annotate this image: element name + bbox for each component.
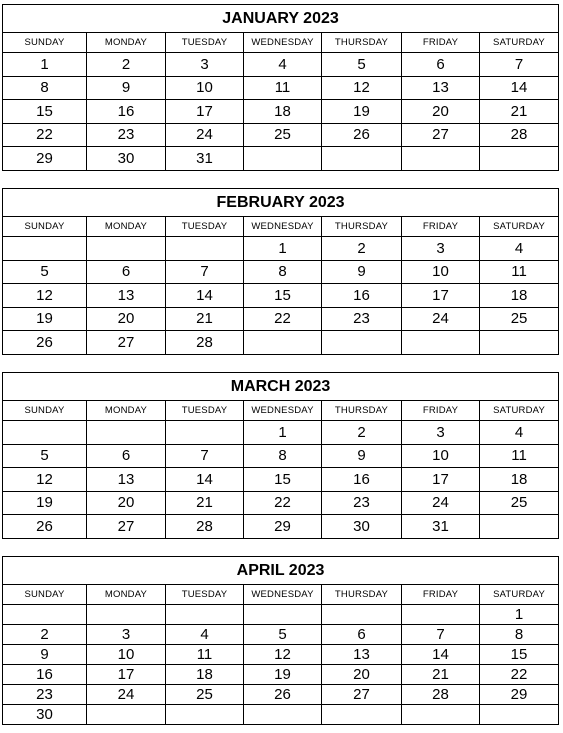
day-cell: 12: [3, 284, 87, 308]
empty-day-cell: [402, 705, 480, 725]
weekday-header-tuesday: TUESDAY: [166, 585, 244, 605]
weekday-header-tuesday: TUESDAY: [166, 401, 244, 421]
day-cell: 13: [402, 76, 480, 100]
month-title: APRIL 2023: [3, 557, 559, 585]
day-cell: 11: [244, 76, 322, 100]
day-cell: 30: [3, 705, 87, 725]
day-cell: 23: [87, 123, 166, 147]
week-row: [3, 685, 559, 705]
empty-day-cell: [3, 605, 87, 625]
empty-day-cell: [166, 421, 244, 445]
day-cell: 18: [480, 284, 559, 308]
day-cell: 8: [3, 76, 87, 100]
day-cell: 12: [3, 468, 87, 492]
weekday-header-thursday: THURSDAY: [322, 401, 402, 421]
day-cell: 3: [402, 421, 480, 445]
empty-day-cell: [87, 237, 166, 261]
week-row: [3, 147, 559, 171]
day-cell: 29: [3, 147, 87, 171]
empty-day-cell: [3, 237, 87, 261]
day-cell: 20: [322, 665, 402, 685]
weekday-header-wednesday: WEDNESDAY: [244, 33, 322, 53]
empty-day-cell: [402, 605, 480, 625]
weekday-header-saturday: SATURDAY: [480, 33, 559, 53]
week-row: [3, 76, 559, 100]
weekday-header-saturday: SATURDAY: [480, 585, 559, 605]
day-cell: 24: [402, 491, 480, 515]
day-cell: 2: [3, 625, 87, 645]
day-cell: 1: [244, 237, 322, 261]
day-cell: 9: [87, 76, 166, 100]
day-cell: 29: [480, 685, 559, 705]
weekday-header-monday: MONDAY: [87, 217, 166, 237]
empty-day-cell: [402, 331, 480, 355]
day-cell: 3: [87, 625, 166, 645]
empty-day-cell: [87, 421, 166, 445]
day-cell: 20: [402, 100, 480, 124]
week-row: [3, 100, 559, 124]
weekday-header-wednesday: WEDNESDAY: [244, 401, 322, 421]
day-cell: 11: [166, 645, 244, 665]
day-cell: 4: [166, 625, 244, 645]
day-cell: 19: [3, 307, 87, 331]
weekday-header-row: [3, 401, 559, 421]
day-cell: 20: [87, 491, 166, 515]
weekday-header-saturday: SATURDAY: [480, 401, 559, 421]
day-cell: 24: [402, 307, 480, 331]
week-row: [3, 237, 559, 261]
day-cell: 27: [402, 123, 480, 147]
day-cell: 21: [166, 491, 244, 515]
weekday-header-thursday: THURSDAY: [322, 33, 402, 53]
day-cell: 14: [480, 76, 559, 100]
day-cell: 21: [166, 307, 244, 331]
day-cell: 7: [402, 625, 480, 645]
day-cell: 12: [244, 645, 322, 665]
weekday-header-sunday: SUNDAY: [3, 33, 87, 53]
empty-day-cell: [322, 331, 402, 355]
empty-day-cell: [87, 705, 166, 725]
day-cell: 1: [3, 53, 87, 77]
month-calendar: [2, 556, 559, 725]
week-row: [3, 625, 559, 645]
week-row: [3, 307, 559, 331]
day-cell: 25: [166, 685, 244, 705]
day-cell: 27: [87, 331, 166, 355]
weekday-header-friday: FRIDAY: [402, 401, 480, 421]
day-cell: 22: [3, 123, 87, 147]
day-cell: 28: [480, 123, 559, 147]
day-cell: 9: [322, 444, 402, 468]
week-row: [3, 284, 559, 308]
weekday-header-tuesday: TUESDAY: [166, 217, 244, 237]
empty-day-cell: [87, 605, 166, 625]
day-cell: 13: [322, 645, 402, 665]
day-cell: 15: [244, 468, 322, 492]
week-row: [3, 665, 559, 685]
day-cell: 26: [244, 685, 322, 705]
weekday-header-friday: FRIDAY: [402, 585, 480, 605]
day-cell: 19: [3, 491, 87, 515]
month-title: MARCH 2023: [3, 373, 559, 401]
day-cell: 24: [87, 685, 166, 705]
day-cell: 13: [87, 468, 166, 492]
month-title-row: [3, 5, 559, 33]
day-cell: 17: [402, 468, 480, 492]
empty-day-cell: [480, 331, 559, 355]
weekday-header-wednesday: WEDNESDAY: [244, 585, 322, 605]
day-cell: 14: [166, 284, 244, 308]
day-cell: 18: [166, 665, 244, 685]
day-cell: 25: [480, 307, 559, 331]
day-cell: 11: [480, 260, 559, 284]
day-cell: 15: [244, 284, 322, 308]
weekday-header-monday: MONDAY: [87, 401, 166, 421]
empty-day-cell: [322, 605, 402, 625]
month-calendar: [2, 4, 559, 171]
day-cell: 4: [244, 53, 322, 77]
day-cell: 2: [322, 421, 402, 445]
weekday-header-wednesday: WEDNESDAY: [244, 217, 322, 237]
day-cell: 22: [244, 307, 322, 331]
day-cell: 21: [480, 100, 559, 124]
day-cell: 2: [322, 237, 402, 261]
day-cell: 3: [166, 53, 244, 77]
week-row: [3, 468, 559, 492]
weekday-header-row: [3, 33, 559, 53]
month-title-row: [3, 189, 559, 217]
day-cell: 6: [322, 625, 402, 645]
day-cell: 7: [480, 53, 559, 77]
day-cell: 26: [322, 123, 402, 147]
weekday-header-thursday: THURSDAY: [322, 585, 402, 605]
empty-day-cell: [322, 705, 402, 725]
empty-day-cell: [480, 515, 559, 539]
day-cell: 19: [244, 665, 322, 685]
week-row: [3, 123, 559, 147]
day-cell: 1: [480, 605, 559, 625]
empty-day-cell: [244, 331, 322, 355]
day-cell: 3: [402, 237, 480, 261]
day-cell: 5: [3, 444, 87, 468]
day-cell: 7: [166, 444, 244, 468]
week-row: [3, 705, 559, 725]
month-title: JANUARY 2023: [3, 5, 559, 33]
week-row: [3, 331, 559, 355]
day-cell: 16: [87, 100, 166, 124]
day-cell: 6: [402, 53, 480, 77]
day-cell: 7: [166, 260, 244, 284]
day-cell: 5: [244, 625, 322, 645]
day-cell: 8: [244, 260, 322, 284]
empty-day-cell: [402, 147, 480, 171]
day-cell: 10: [87, 645, 166, 665]
day-cell: 10: [402, 444, 480, 468]
day-cell: 17: [402, 284, 480, 308]
empty-day-cell: [244, 147, 322, 171]
day-cell: 25: [480, 491, 559, 515]
day-cell: 26: [3, 515, 87, 539]
day-cell: 30: [322, 515, 402, 539]
month-calendar: [2, 372, 559, 539]
day-cell: 13: [87, 284, 166, 308]
day-cell: 5: [322, 53, 402, 77]
empty-day-cell: [244, 705, 322, 725]
day-cell: 2: [87, 53, 166, 77]
day-cell: 4: [480, 421, 559, 445]
day-cell: 17: [87, 665, 166, 685]
empty-day-cell: [322, 147, 402, 171]
day-cell: 18: [244, 100, 322, 124]
empty-day-cell: [166, 705, 244, 725]
day-cell: 16: [322, 468, 402, 492]
day-cell: 1: [244, 421, 322, 445]
weekday-header-monday: MONDAY: [87, 585, 166, 605]
day-cell: 12: [322, 76, 402, 100]
day-cell: 10: [166, 76, 244, 100]
week-row: [3, 515, 559, 539]
month-title: FEBRUARY 2023: [3, 189, 559, 217]
day-cell: 30: [87, 147, 166, 171]
day-cell: 15: [3, 100, 87, 124]
day-cell: 8: [244, 444, 322, 468]
weekday-header-saturday: SATURDAY: [480, 217, 559, 237]
day-cell: 22: [480, 665, 559, 685]
empty-day-cell: [3, 421, 87, 445]
day-cell: 9: [322, 260, 402, 284]
day-cell: 31: [166, 147, 244, 171]
day-cell: 14: [402, 645, 480, 665]
weekday-header-row: [3, 585, 559, 605]
weekday-header-thursday: THURSDAY: [322, 217, 402, 237]
week-row: [3, 605, 559, 625]
day-cell: 4: [480, 237, 559, 261]
day-cell: 5: [3, 260, 87, 284]
day-cell: 31: [402, 515, 480, 539]
day-cell: 28: [166, 331, 244, 355]
week-row: [3, 421, 559, 445]
weekday-header-monday: MONDAY: [87, 33, 166, 53]
day-cell: 25: [244, 123, 322, 147]
empty-day-cell: [166, 237, 244, 261]
day-cell: 27: [87, 515, 166, 539]
empty-day-cell: [480, 147, 559, 171]
weekday-header-friday: FRIDAY: [402, 217, 480, 237]
weekday-header-tuesday: TUESDAY: [166, 33, 244, 53]
day-cell: 16: [3, 665, 87, 685]
day-cell: 28: [402, 685, 480, 705]
day-cell: 23: [3, 685, 87, 705]
week-row: [3, 444, 559, 468]
day-cell: 10: [402, 260, 480, 284]
month-title-row: [3, 373, 559, 401]
weekday-header-sunday: SUNDAY: [3, 401, 87, 421]
empty-day-cell: [480, 705, 559, 725]
day-cell: 18: [480, 468, 559, 492]
day-cell: 6: [87, 444, 166, 468]
day-cell: 23: [322, 491, 402, 515]
day-cell: 11: [480, 444, 559, 468]
day-cell: 19: [322, 100, 402, 124]
weekday-header-sunday: SUNDAY: [3, 585, 87, 605]
week-row: [3, 645, 559, 665]
week-row: [3, 491, 559, 515]
week-row: [3, 260, 559, 284]
week-row: [3, 53, 559, 77]
day-cell: 24: [166, 123, 244, 147]
empty-day-cell: [244, 605, 322, 625]
day-cell: 20: [87, 307, 166, 331]
empty-day-cell: [166, 605, 244, 625]
day-cell: 15: [480, 645, 559, 665]
weekday-header-sunday: SUNDAY: [3, 217, 87, 237]
day-cell: 6: [87, 260, 166, 284]
weekday-header-friday: FRIDAY: [402, 33, 480, 53]
day-cell: 28: [166, 515, 244, 539]
day-cell: 16: [322, 284, 402, 308]
month-calendar: [2, 188, 559, 355]
month-title-row: [3, 557, 559, 585]
day-cell: 21: [402, 665, 480, 685]
day-cell: 8: [480, 625, 559, 645]
day-cell: 17: [166, 100, 244, 124]
day-cell: 27: [322, 685, 402, 705]
day-cell: 14: [166, 468, 244, 492]
day-cell: 22: [244, 491, 322, 515]
day-cell: 26: [3, 331, 87, 355]
weekday-header-row: [3, 217, 559, 237]
day-cell: 29: [244, 515, 322, 539]
day-cell: 9: [3, 645, 87, 665]
day-cell: 23: [322, 307, 402, 331]
